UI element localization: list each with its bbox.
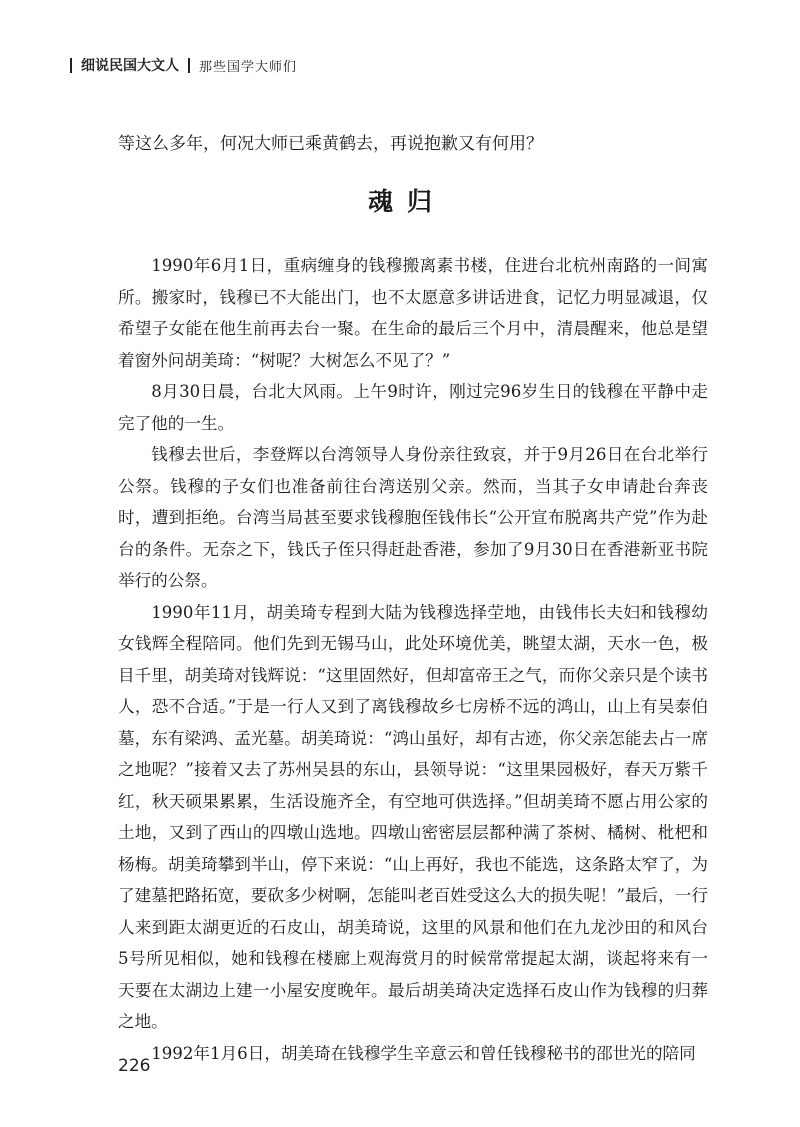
section-title: 魂归 (367, 187, 446, 216)
page-number: 226 (118, 1056, 151, 1076)
header-divider (188, 58, 190, 73)
paragraph: 钱穆去世后，李登辉以台湾领导人身份亲往致哀，并于9月26日在台北举行公祭。钱穆的子女们也准备前往台湾送别父亲。然而，当其子女申请赴台奔丧时，遭到拒绝。台湾当局甚至要求钱穆胞侄钱伟长“公开宣布脱离共产党”作为赴台的条件。无奈之下，钱氏子侄只得赶赴香港，参加了9月30日在香港新亚书院举行的公祭。 (118, 445, 708, 590)
header-divider (70, 58, 72, 73)
book-title: 细说民国大文人 (81, 58, 179, 74)
paragraph: 1992年1月6日，胡美琦在钱穆学生辛意云和曾任钱穆秘书的邵世光的陪同 (151, 1043, 696, 1063)
carry-over-line: 等这么多年，何况大师已乘黄鹤去，再说抱歉又有何用？ (118, 134, 543, 154)
paragraph: 1990年11月，胡美琦专程到大陆为钱穆选择茔地，由钱伟长夫妇和钱穆幼女钱辉全程陪同。他们先到无锡马山，此处环境优美，眺望太湖，天水一色，极目千里，胡美琦对钱辉说：“这里固然好，但却富帝王之气，而你父亲只是个读书人，恐不合适。”于是一行人又到了离钱穆故乡七房桥不远的鸿山，山上有吴泰伯墓，东有梁鸿、孟光墓。胡美琦说：“鸿山虽好，却有古迹，你父亲怎能去占一席之地呢？”接着又去了苏州吴县的东山，县领导说：“这里果园极好，春天万紫千红，秋天硕果累累，生活设施齐全，有空地可供选择。”但胡美琦不愿占用公家的土地，又到了西山的四墩山选地。四墩山密密层层都种满了茶树、橘树、枇杷和杨梅。胡美琦攀到半山，停下来说：“山上再好，我也不能选，这条路太窄了，为了建墓把路拓宽，要砍多少树啊，怎能叫老百姓受这么大的损失呢！”最后，一行人来到距太湖更近的石皮山，胡美琦说，这里的风景和他们在九龙沙田的和风台5号所见相似，她和钱穆在楼廊上观海赏月的时候常常提起太湖，谈起将来有一天要在太湖边上建一小屋安度晚年。最后胡美琦决定选择石皮山作为钱穆的归葬之地。 (118, 602, 708, 1031)
paragraph: 8月30日晨，台北大风雨。上午9时许，刚过完96岁生日的钱穆在平静中走完了他的一生。 (118, 382, 708, 433)
article-body (118, 250, 708, 1069)
paragraph: 1990年6月1日，重病缠身的钱穆搬离素书楼，住进台北杭州南路的一间寓所。搬家时，钱穆已不大能出门，也不太愿意多讲话进食，记忆力明显减退，仅希望子女能在他生前再去台一聚。在生命的最后三个月中，清晨醒来，他总是望着窗外问胡美琦：“树呢？大树怎么不见了？” (118, 256, 708, 370)
book-subtitle: 那些国学大师们 (199, 59, 298, 75)
running-header (70, 54, 297, 76)
